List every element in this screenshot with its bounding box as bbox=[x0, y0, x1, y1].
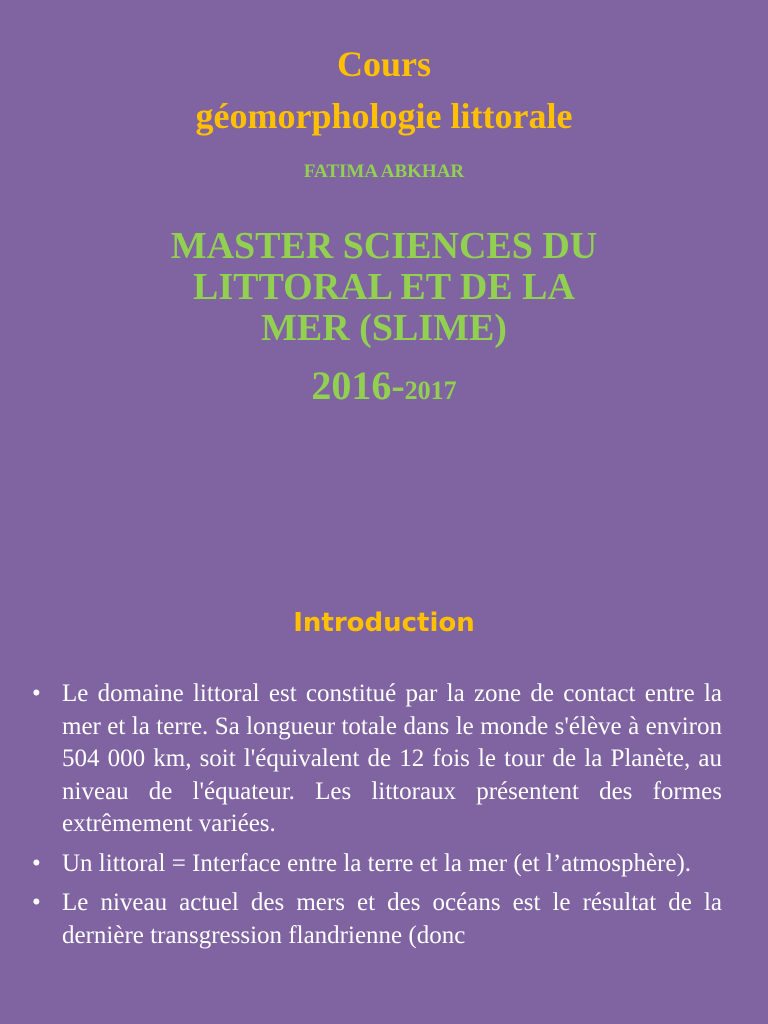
author-name: FATIMA ABKHAR bbox=[303, 161, 465, 182]
academic-year bbox=[0, 362, 768, 419]
bullet-text: Le domaine littoral est constitué par la zone de contact entre la mer et la terre. Sa longueur totale dans le monde s'élève à environ 504 000 km, soit l'équivalent de 12 fois le tour de la Planète, au niveau de l'équateur. Les littoraux présentent des formes extrêmement variées. bbox=[62, 680, 722, 837]
bullet-icon: • bbox=[32, 849, 41, 877]
bullet-list bbox=[30, 678, 722, 959]
introduction-slide bbox=[0, 560, 768, 1024]
bullet-text: Un littoral = Interface entre la terre et la mer (et l’atmosphère). bbox=[62, 849, 692, 877]
bullet-item bbox=[30, 678, 722, 841]
year-start: 2016- bbox=[311, 363, 405, 408]
course-title: Cours bbox=[336, 44, 431, 84]
bullet-icon: • bbox=[32, 680, 41, 707]
master-line-2: LITTORAL ET DE LA bbox=[193, 266, 575, 308]
bullet-icon: • bbox=[32, 889, 41, 916]
year-end: 2017 bbox=[404, 376, 457, 405]
master-program bbox=[0, 226, 768, 349]
master-line-1: MASTER SCIENCES DU bbox=[170, 225, 598, 267]
introduction-heading: Introduction bbox=[293, 608, 475, 638]
course-subtitle: géomorphologie littorale bbox=[195, 96, 573, 136]
bullet-item bbox=[30, 887, 722, 952]
master-line-3: MER (SLIME) bbox=[261, 307, 507, 349]
bullet-item bbox=[30, 848, 722, 881]
bullet-text: Le niveau actuel des mers et des océans est le résultat de la dernière transgression flandrienne (donc bbox=[62, 889, 722, 949]
